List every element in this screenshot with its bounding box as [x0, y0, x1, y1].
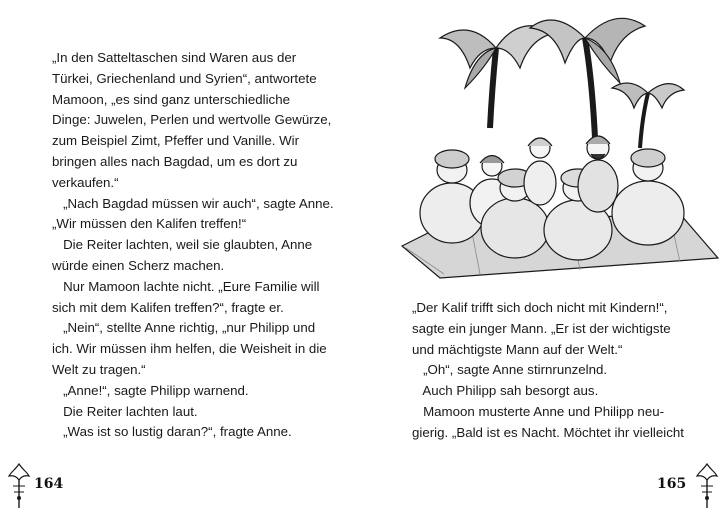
lamp-ornament-icon	[6, 462, 32, 510]
text-line: „Wir müssen den Kalifen treffen!“	[52, 216, 247, 232]
text-line: Dinge: Juwelen, Perlen und wertvolle Gewürze,	[52, 112, 332, 128]
camp-illustration	[380, 8, 720, 288]
text-line: würde einen Scherz machen.	[52, 257, 225, 273]
palm-tree-icon	[530, 18, 645, 138]
text-line: „Was ist so lustig daran?“, fragte Anne.	[52, 424, 292, 440]
text-line: und mächtigste Mann auf der Welt.“	[412, 341, 623, 357]
page-number: 165	[657, 476, 687, 492]
text-line: sagte ein junger Mann. „Er ist der wichtigste	[412, 320, 671, 336]
text-line: „Nach Bagdad müssen wir auch“, sagte Anne.	[52, 195, 334, 211]
text-line: bringen alles nach Bagdad, um es dort zu	[52, 153, 298, 169]
text-line: Mamoon, „es sind ganz unterschiedliche	[52, 91, 290, 107]
text-line: „Anne!“, sagte Philipp warnend.	[52, 382, 249, 398]
text-line: ich. Wir müssen ihm helfen, die Weisheit in die	[52, 341, 327, 357]
text-line: Türkei, Griechenland und Syrien“, antwortete	[52, 70, 317, 86]
text-line: gierig. „Bald ist es Nacht. Möchtet ihr vielleicht	[412, 424, 684, 440]
text-line: verkaufen.“	[52, 174, 119, 190]
right-page-text	[412, 298, 682, 444]
text-line: Welt zu tragen.“	[52, 361, 146, 377]
text-line: „In den Satteltaschen sind Waren aus der	[52, 50, 297, 65]
lamp-ornament-icon	[694, 462, 720, 510]
text-line: Die Reiter lachten laut.	[52, 403, 198, 419]
text-line: Mamoon musterte Anne und Philipp neu-	[412, 403, 665, 419]
palm-tree-icon	[612, 83, 684, 148]
right-page	[360, 0, 720, 514]
text-line: Die Reiter lachten, weil sie glaubten, Anne	[52, 237, 313, 253]
left-page-text	[52, 48, 334, 443]
text-line: Auch Philipp sah besorgt aus.	[412, 383, 599, 399]
page-number: 164	[34, 476, 64, 492]
text-line: Nur Mamoon lachte nicht. „Eure Familie will	[52, 278, 320, 294]
palm-tree-icon	[440, 26, 555, 128]
text-line: „Oh“, sagte Anne stirnrunzelnd.	[412, 362, 608, 378]
text-line: „Der Kalif trifft sich doch nicht mit Kindern!“,	[412, 300, 668, 315]
text-line: zum Beispiel Zimt, Pfeffer und Vanille. Wir	[52, 133, 300, 149]
text-line: „Nein“, stellte Anne richtig, „nur Philipp und	[52, 320, 316, 336]
text-line: sich mit dem Kalifen treffen?“, fragte er.	[52, 299, 284, 315]
